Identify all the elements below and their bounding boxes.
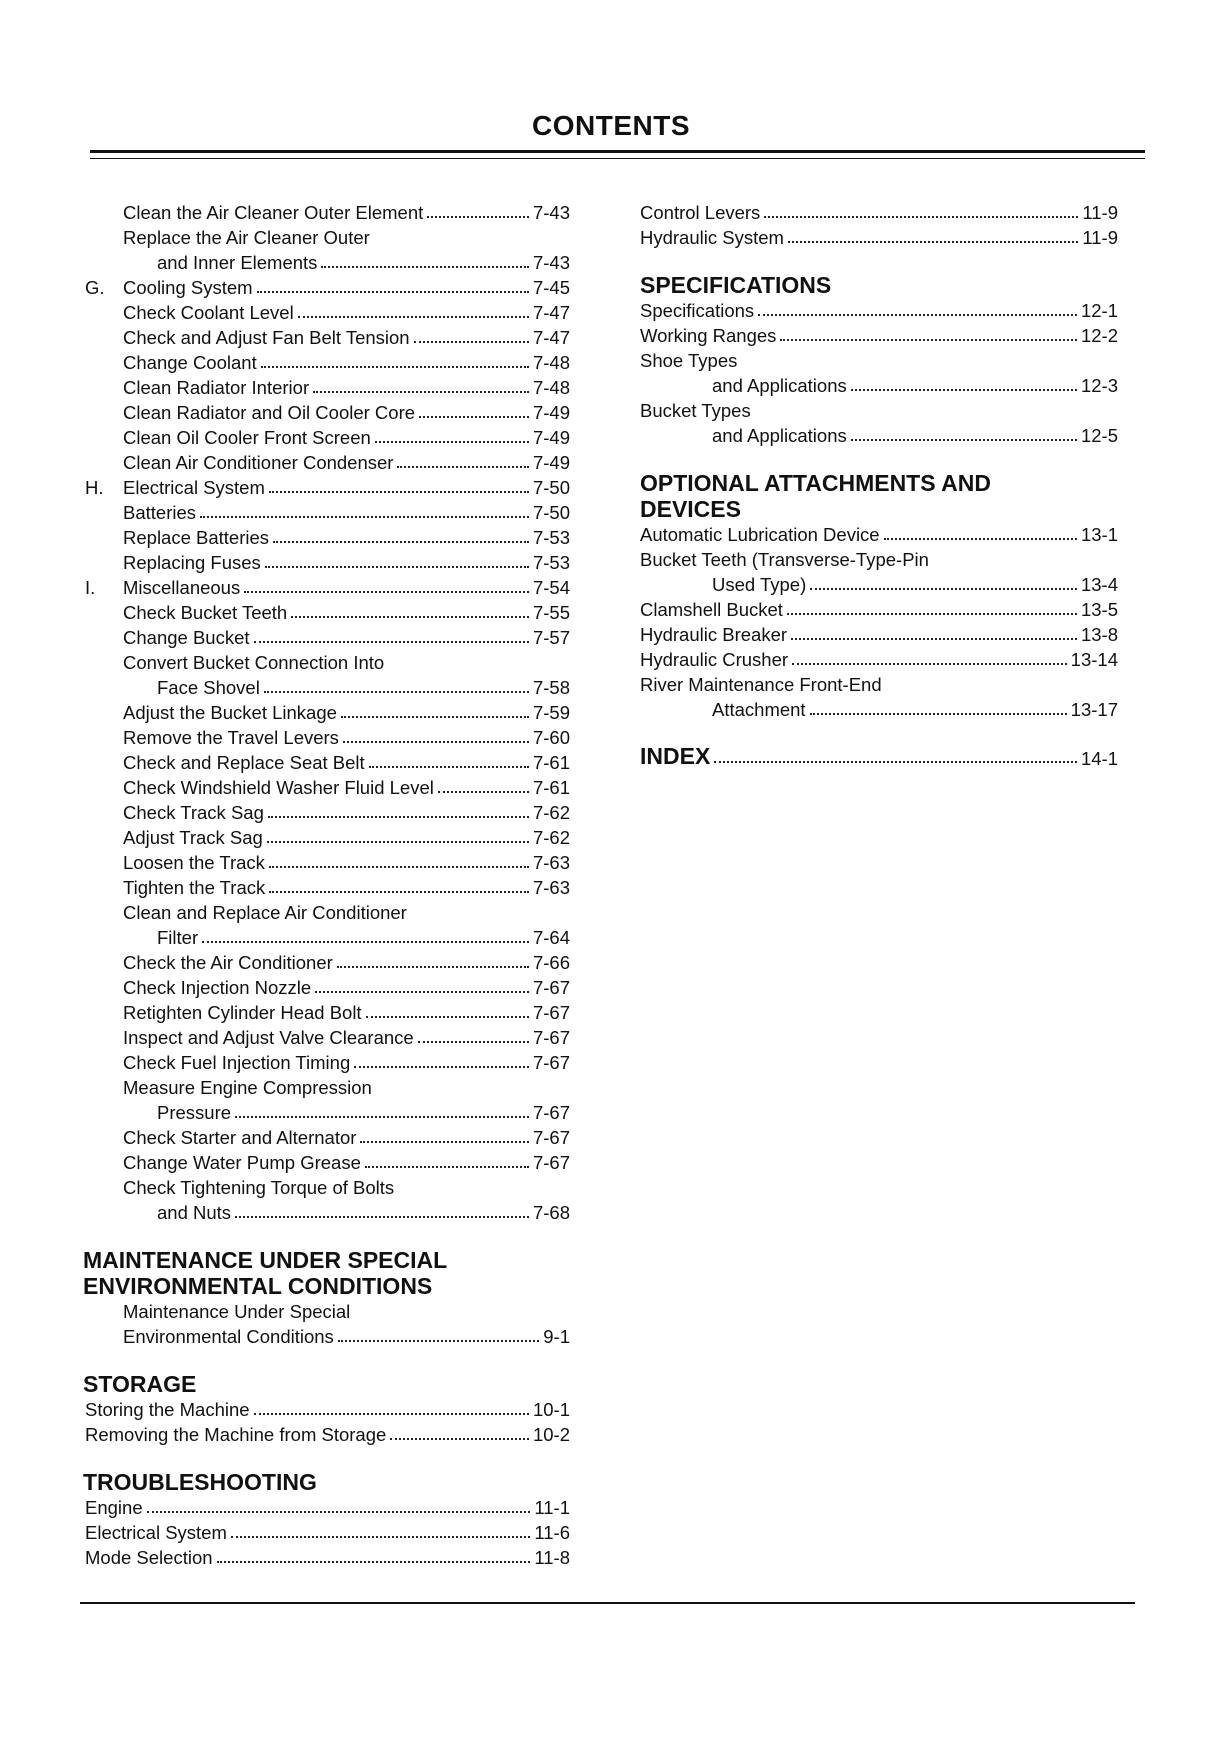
toc-entry-leader bbox=[298, 316, 529, 318]
toc-entry-title: Check Coolant Level bbox=[123, 302, 294, 323]
toc-entry-leader bbox=[791, 638, 1077, 640]
toc-entry-page: 11-6 bbox=[534, 1522, 570, 1543]
index-entry-leader bbox=[714, 761, 1077, 763]
toc-entry[interactable] bbox=[640, 647, 1118, 672]
left-column bbox=[85, 200, 570, 1570]
toc-entry-title: Check Injection Nozzle bbox=[123, 977, 312, 998]
toc-entry-title-line[interactable]: Replace the Air Cleaner Outer bbox=[123, 227, 370, 248]
toc-entry-title: Clamshell Bucket bbox=[640, 599, 783, 620]
toc-entry-leader bbox=[235, 1116, 529, 1118]
toc-entry-title: Check Windshield Washer Fluid Level bbox=[123, 777, 434, 798]
toc-entry-page: 13-8 bbox=[1080, 624, 1118, 645]
toc-entry-title-line[interactable]: Clean and Replace Air Conditioner bbox=[123, 902, 407, 923]
toc-entry-title: and Applications bbox=[712, 425, 847, 446]
index-entry-title: INDEX bbox=[640, 743, 711, 769]
toc-entry[interactable] bbox=[85, 825, 570, 850]
toc-entry-leader bbox=[231, 1536, 530, 1538]
toc-entry-title: Change Coolant bbox=[123, 352, 257, 373]
toc-entry[interactable] bbox=[85, 1025, 570, 1050]
toc-entry-title: Electrical System bbox=[85, 1522, 227, 1543]
toc-entry-leader bbox=[254, 641, 529, 643]
toc-entry-title: Check Bucket Teeth bbox=[123, 602, 288, 623]
toc-entry-title: Check Starter and Alternator bbox=[123, 1127, 357, 1148]
toc-entry-leader bbox=[337, 966, 529, 968]
toc-entry-leader bbox=[321, 266, 529, 268]
toc-entry[interactable] bbox=[85, 525, 570, 550]
toc-entry-title: Attachment bbox=[712, 699, 806, 720]
toc-entry-page: 7-60 bbox=[532, 727, 570, 748]
toc-entry[interactable] bbox=[85, 400, 570, 425]
toc-entry[interactable] bbox=[640, 597, 1118, 622]
toc-entry-page: 7-49 bbox=[532, 452, 570, 473]
specifications-heading: SPECIFICATIONS bbox=[640, 272, 832, 298]
toc-entry-title: Replace Batteries bbox=[123, 527, 270, 548]
toc-entry-letter: G. bbox=[85, 277, 105, 298]
toc-entry-title: Hydraulic System bbox=[640, 227, 784, 248]
toc-entry[interactable] bbox=[85, 1125, 570, 1150]
toc-entry-page: 7-49 bbox=[532, 402, 570, 423]
toc-entry-title: Hydraulic Breaker bbox=[640, 624, 788, 645]
toc-entry-title: Clean Radiator Interior bbox=[123, 377, 310, 398]
toc-entry-leader bbox=[851, 389, 1077, 391]
toc-entry-title: Clean Air Conditioner Condenser bbox=[123, 452, 394, 473]
toc-entry-leader bbox=[268, 816, 529, 818]
toc-entry[interactable] bbox=[85, 975, 570, 1000]
toc-entry[interactable] bbox=[640, 622, 1118, 647]
toc-entry-leader bbox=[267, 841, 529, 843]
toc-entry[interactable] bbox=[85, 475, 570, 500]
toc-entry-leader bbox=[338, 1340, 539, 1342]
toc-entry-title: Change Water Pump Grease bbox=[123, 1152, 361, 1173]
toc-entry-title: Retighten Cylinder Head Bolt bbox=[123, 1002, 362, 1023]
toc-entry[interactable] bbox=[85, 350, 570, 375]
toc-entry-leader bbox=[427, 216, 529, 218]
toc-entry[interactable] bbox=[85, 800, 570, 825]
toc-entry-title: Adjust Track Sag bbox=[123, 827, 263, 848]
toc-entry[interactable] bbox=[640, 423, 1118, 448]
maintenance-toc-list bbox=[85, 1299, 570, 1349]
toc-entry[interactable] bbox=[85, 925, 570, 950]
toc-entry-leader bbox=[261, 366, 529, 368]
toc-entry-leader bbox=[366, 1016, 529, 1018]
toc-entry-leader bbox=[202, 941, 529, 943]
toc-entry-page: 7-59 bbox=[532, 702, 570, 723]
toc-entry-title: Miscellaneous bbox=[123, 577, 241, 598]
toc-entry-page: 13-4 bbox=[1080, 574, 1118, 595]
toc-entry-title: Specifications bbox=[640, 300, 755, 321]
toc-entry[interactable] bbox=[85, 1050, 570, 1075]
toc-entry-page: 7-67 bbox=[532, 1102, 570, 1123]
toc-entry[interactable] bbox=[640, 200, 1118, 225]
toc-entry-leader bbox=[315, 991, 529, 993]
toc-entry[interactable] bbox=[85, 1520, 570, 1545]
toc-entry-leader bbox=[365, 1166, 529, 1168]
toc-entry-page: 12-5 bbox=[1080, 425, 1118, 446]
toc-entry-page: 7-49 bbox=[532, 427, 570, 448]
toc-entry-leader bbox=[788, 241, 1078, 243]
toc-entry[interactable] bbox=[85, 275, 570, 300]
toc-entry[interactable] bbox=[85, 725, 570, 750]
toc-entry-page: 7-62 bbox=[532, 802, 570, 823]
toc-entry-leader bbox=[147, 1511, 531, 1513]
troubleshooting-toc-list bbox=[85, 1495, 570, 1570]
toc-entry-leader bbox=[244, 591, 529, 593]
toc-entry-page: 7-63 bbox=[532, 852, 570, 873]
toc-entry[interactable] bbox=[85, 1397, 570, 1422]
toc-entry-page: 7-48 bbox=[532, 377, 570, 398]
toc-entry-leader bbox=[254, 1413, 529, 1415]
toc-entry-leader bbox=[792, 663, 1067, 665]
toc-entry-page: 7-50 bbox=[532, 502, 570, 523]
toc-entry-letter: H. bbox=[85, 477, 104, 498]
toc-entry-leader bbox=[375, 441, 529, 443]
toc-entry-page: 7-68 bbox=[532, 1202, 570, 1223]
toc-entry[interactable] bbox=[85, 1200, 570, 1225]
specifications-toc-list bbox=[640, 298, 1118, 448]
toc-entry-page: 11-9 bbox=[1082, 202, 1118, 223]
toc-entry-leader bbox=[291, 616, 529, 618]
toc-entry[interactable] bbox=[85, 250, 570, 275]
toc-entry-title-line[interactable]: Bucket Types bbox=[640, 400, 751, 421]
toc-entry-title-line[interactable]: River Maintenance Front-End bbox=[640, 674, 882, 695]
toc-entry[interactable] bbox=[85, 450, 570, 475]
toc-entry-leader bbox=[369, 766, 529, 768]
index-entry[interactable] bbox=[640, 742, 1118, 770]
toc-entry-title: Batteries bbox=[123, 502, 197, 523]
toc-entry-title: Electrical System bbox=[123, 477, 265, 498]
right-top-toc-list bbox=[640, 200, 1118, 250]
toc-entry[interactable] bbox=[85, 775, 570, 800]
toc-entry-page: 9-1 bbox=[543, 1326, 570, 1347]
toc-entry-leader bbox=[264, 691, 529, 693]
toc-entry-page: 7-58 bbox=[532, 677, 570, 698]
toc-entry-page: 7-54 bbox=[532, 577, 570, 598]
toc-entry-page: 7-63 bbox=[532, 877, 570, 898]
toc-entry-page: 7-47 bbox=[532, 327, 570, 348]
toc-entry-title: Face Shovel bbox=[157, 677, 260, 698]
toc-entry-leader bbox=[235, 1216, 529, 1218]
toc-entry-title-line[interactable]: Shoe Types bbox=[640, 350, 738, 371]
toc-entry[interactable] bbox=[640, 572, 1118, 597]
toc-entry-title: Check and Replace Seat Belt bbox=[123, 752, 365, 773]
toc-entry[interactable] bbox=[640, 298, 1118, 323]
maintenance-heading bbox=[83, 1247, 570, 1299]
toc-entry[interactable] bbox=[85, 1422, 570, 1447]
toc-entry-title: Environmental Conditions bbox=[123, 1326, 334, 1347]
toc-entry-page: 7-43 bbox=[532, 252, 570, 273]
toc-entry-page: 10-1 bbox=[532, 1399, 570, 1420]
header-rule-thick bbox=[90, 150, 1145, 153]
toc-entry-leader bbox=[313, 391, 529, 393]
right-column bbox=[640, 200, 1118, 770]
toc-entry[interactable] bbox=[640, 225, 1118, 250]
toc-entry[interactable] bbox=[85, 700, 570, 725]
toc-entry-page: 10-2 bbox=[532, 1424, 570, 1445]
footer-rule bbox=[80, 1602, 1135, 1604]
toc-entry[interactable] bbox=[85, 550, 570, 575]
toc-entry-leader bbox=[269, 891, 529, 893]
toc-entry-page: 7-67 bbox=[532, 1152, 570, 1173]
toc-entry-leader bbox=[419, 416, 529, 418]
toc-entry-page: 7-43 bbox=[532, 202, 570, 223]
toc-entry-page: 7-66 bbox=[532, 952, 570, 973]
toc-entry-page: 7-55 bbox=[532, 602, 570, 623]
toc-entry-page: 7-53 bbox=[532, 552, 570, 573]
toc-entry-title-line[interactable]: Check Tightening Torque of Bolts bbox=[123, 1177, 395, 1198]
toc-entry-title: Change Bucket bbox=[123, 627, 250, 648]
toc-entry-leader bbox=[780, 339, 1077, 341]
page-title: CONTENTS bbox=[532, 110, 690, 141]
toc-entry[interactable] bbox=[85, 625, 570, 650]
toc-entry-title: Clean the Air Cleaner Outer Element bbox=[123, 202, 424, 223]
toc-entry-letter: I. bbox=[85, 577, 96, 598]
toc-entry-leader bbox=[884, 538, 1077, 540]
toc-entry-title-line[interactable]: Maintenance Under Special bbox=[123, 1301, 351, 1322]
toc-entry-page: 7-53 bbox=[532, 527, 570, 548]
toc-entry[interactable] bbox=[85, 375, 570, 400]
header-rule-thin bbox=[90, 158, 1145, 159]
toc-entry[interactable] bbox=[85, 300, 570, 325]
toc-entry-title: Replacing Fuses bbox=[123, 552, 261, 573]
toc-entry-title: Filter bbox=[157, 927, 199, 948]
toc-entry-page: 7-67 bbox=[532, 1127, 570, 1148]
toc-entry[interactable] bbox=[85, 1495, 570, 1520]
toc-entry-leader bbox=[200, 516, 529, 518]
toc-entry-page: 13-1 bbox=[1080, 524, 1118, 545]
toc-entry-title-line[interactable]: Bucket Teeth (Transverse-Type-Pin bbox=[640, 549, 929, 570]
toc-entry-title: Tighten the Track bbox=[123, 877, 266, 898]
toc-entry-page: 7-64 bbox=[532, 927, 570, 948]
toc-entry-page: 7-67 bbox=[532, 1027, 570, 1048]
toc-entry-page: 7-67 bbox=[532, 1052, 570, 1073]
toc-entry-page: 11-8 bbox=[534, 1547, 570, 1568]
toc-entry-title: Storing the Machine bbox=[85, 1399, 250, 1420]
toc-entry-page: 7-61 bbox=[532, 752, 570, 773]
toc-entry-title-line[interactable]: Convert Bucket Connection Into bbox=[123, 652, 385, 673]
toc-entry-page: 11-1 bbox=[534, 1497, 570, 1518]
toc-entry-title-line[interactable]: Measure Engine Compression bbox=[123, 1077, 372, 1098]
toc-entry-leader bbox=[343, 741, 529, 743]
troubleshooting-heading: TROUBLESHOOTING bbox=[83, 1469, 317, 1495]
maintenance-heading-line1: MAINTENANCE UNDER SPECIAL bbox=[83, 1247, 448, 1273]
toc-entry-title: Clean Radiator and Oil Cooler Core bbox=[123, 402, 416, 423]
toc-entry-title: Engine bbox=[85, 1497, 143, 1518]
toc-entry-page: 13-17 bbox=[1070, 699, 1118, 720]
toc-entry-title: Check Fuel Injection Timing bbox=[123, 1052, 351, 1073]
toc-entry[interactable] bbox=[85, 950, 570, 975]
toc-entry[interactable] bbox=[85, 500, 570, 525]
toc-entry-leader bbox=[438, 791, 529, 793]
toc-entry[interactable] bbox=[640, 373, 1118, 398]
toc-entry[interactable] bbox=[640, 697, 1118, 722]
toc-entry-leader bbox=[810, 713, 1067, 715]
toc-entry-leader bbox=[758, 314, 1077, 316]
toc-entry[interactable] bbox=[85, 200, 570, 225]
toc-entry[interactable] bbox=[85, 325, 570, 350]
optional-heading bbox=[640, 470, 1118, 522]
toc-entry-title: Cooling System bbox=[123, 277, 253, 298]
toc-entry-page: 12-3 bbox=[1080, 375, 1118, 396]
optional-heading-line1: OPTIONAL ATTACHMENTS AND bbox=[640, 470, 991, 496]
toc-entry-page: 7-67 bbox=[532, 977, 570, 998]
toc-entry[interactable] bbox=[640, 323, 1118, 348]
optional-toc-list bbox=[640, 522, 1118, 722]
toc-entry[interactable] bbox=[85, 575, 570, 600]
toc-entry-title: Pressure bbox=[157, 1102, 232, 1123]
toc-entry-title: Hydraulic Crusher bbox=[640, 649, 789, 670]
toc-entry-title: and Inner Elements bbox=[157, 252, 318, 273]
toc-entry-leader bbox=[273, 541, 529, 543]
toc-entry-title: and Nuts bbox=[157, 1202, 232, 1223]
toc-entry-leader bbox=[341, 716, 529, 718]
toc-entry-leader bbox=[354, 1066, 529, 1068]
toc-entry-leader bbox=[397, 466, 529, 468]
toc-entry-leader bbox=[217, 1561, 531, 1563]
toc-entry-title: Loosen the Track bbox=[123, 852, 265, 873]
maintenance-heading-line2: ENVIRONMENTAL CONDITIONS bbox=[83, 1273, 433, 1299]
toc-entry-title: Check the Air Conditioner bbox=[123, 952, 333, 973]
optional-heading-line2: DEVICES bbox=[640, 496, 741, 522]
toc-entry-leader bbox=[360, 1141, 529, 1143]
storage-heading: STORAGE bbox=[83, 1371, 197, 1397]
left-toc-list bbox=[85, 200, 570, 1225]
toc-entry-page: 13-5 bbox=[1080, 599, 1118, 620]
toc-entry[interactable] bbox=[85, 425, 570, 450]
toc-entry[interactable] bbox=[85, 750, 570, 775]
toc-entry[interactable] bbox=[85, 850, 570, 875]
toc-entry-title: Check and Adjust Fan Belt Tension bbox=[123, 327, 410, 348]
toc-entry-title: Automatic Lubrication Device bbox=[640, 524, 880, 545]
toc-entry-page: 13-14 bbox=[1070, 649, 1118, 670]
toc-entry-leader bbox=[787, 613, 1077, 615]
toc-entry-title: Control Levers bbox=[640, 202, 761, 223]
toc-entry-page: 7-48 bbox=[532, 352, 570, 373]
toc-entry-leader bbox=[269, 491, 529, 493]
toc-entry-leader bbox=[414, 341, 529, 343]
toc-entry[interactable] bbox=[85, 1100, 570, 1125]
toc-entry-title: Mode Selection bbox=[85, 1547, 213, 1568]
toc-entry-leader bbox=[764, 216, 1078, 218]
storage-toc-list bbox=[85, 1397, 570, 1447]
toc-entry-page: 12-2 bbox=[1080, 325, 1118, 346]
toc-entry-page: 7-50 bbox=[532, 477, 570, 498]
toc-entry-page: 12-1 bbox=[1080, 300, 1118, 321]
toc-entry-leader bbox=[418, 1041, 529, 1043]
toc-entry-title: Clean Oil Cooler Front Screen bbox=[123, 427, 371, 448]
toc-entry-leader bbox=[269, 866, 529, 868]
toc-entry-title: Inspect and Adjust Valve Clearance bbox=[123, 1027, 414, 1048]
toc-entry-page: 7-67 bbox=[532, 1002, 570, 1023]
toc-entry-page: 7-57 bbox=[532, 627, 570, 648]
toc-entry-title: and Applications bbox=[712, 375, 847, 396]
toc-entry-title: Used Type) bbox=[712, 574, 807, 595]
toc-entry[interactable] bbox=[85, 1324, 570, 1349]
toc-entry-page: 7-45 bbox=[532, 277, 570, 298]
toc-entry-leader bbox=[265, 566, 529, 568]
toc-entry-leader bbox=[257, 291, 529, 293]
toc-entry[interactable] bbox=[85, 600, 570, 625]
toc-entry[interactable] bbox=[85, 1545, 570, 1570]
toc-entry-title: Remove the Travel Levers bbox=[123, 727, 339, 748]
toc-entry[interactable] bbox=[640, 522, 1118, 547]
toc-entry-title: Adjust the Bucket Linkage bbox=[123, 702, 337, 723]
toc-entry[interactable] bbox=[85, 1000, 570, 1025]
toc-entry-leader bbox=[851, 439, 1077, 441]
toc-entry[interactable] bbox=[85, 875, 570, 900]
toc-entry[interactable] bbox=[85, 675, 570, 700]
toc-entry-title: Working Ranges bbox=[640, 325, 777, 346]
index-entry-page: 14-1 bbox=[1080, 748, 1118, 769]
toc-entry-page: 7-47 bbox=[532, 302, 570, 323]
toc-entry-page: 7-62 bbox=[532, 827, 570, 848]
toc-entry[interactable] bbox=[85, 1150, 570, 1175]
toc-entry-page: 7-61 bbox=[532, 777, 570, 798]
toc-entry-leader bbox=[390, 1438, 529, 1440]
toc-entry-leader bbox=[810, 588, 1077, 590]
toc-entry-title: Check Track Sag bbox=[123, 802, 264, 823]
toc-entry-title: Removing the Machine from Storage bbox=[85, 1424, 387, 1445]
toc-entry-page: 11-9 bbox=[1082, 227, 1118, 248]
